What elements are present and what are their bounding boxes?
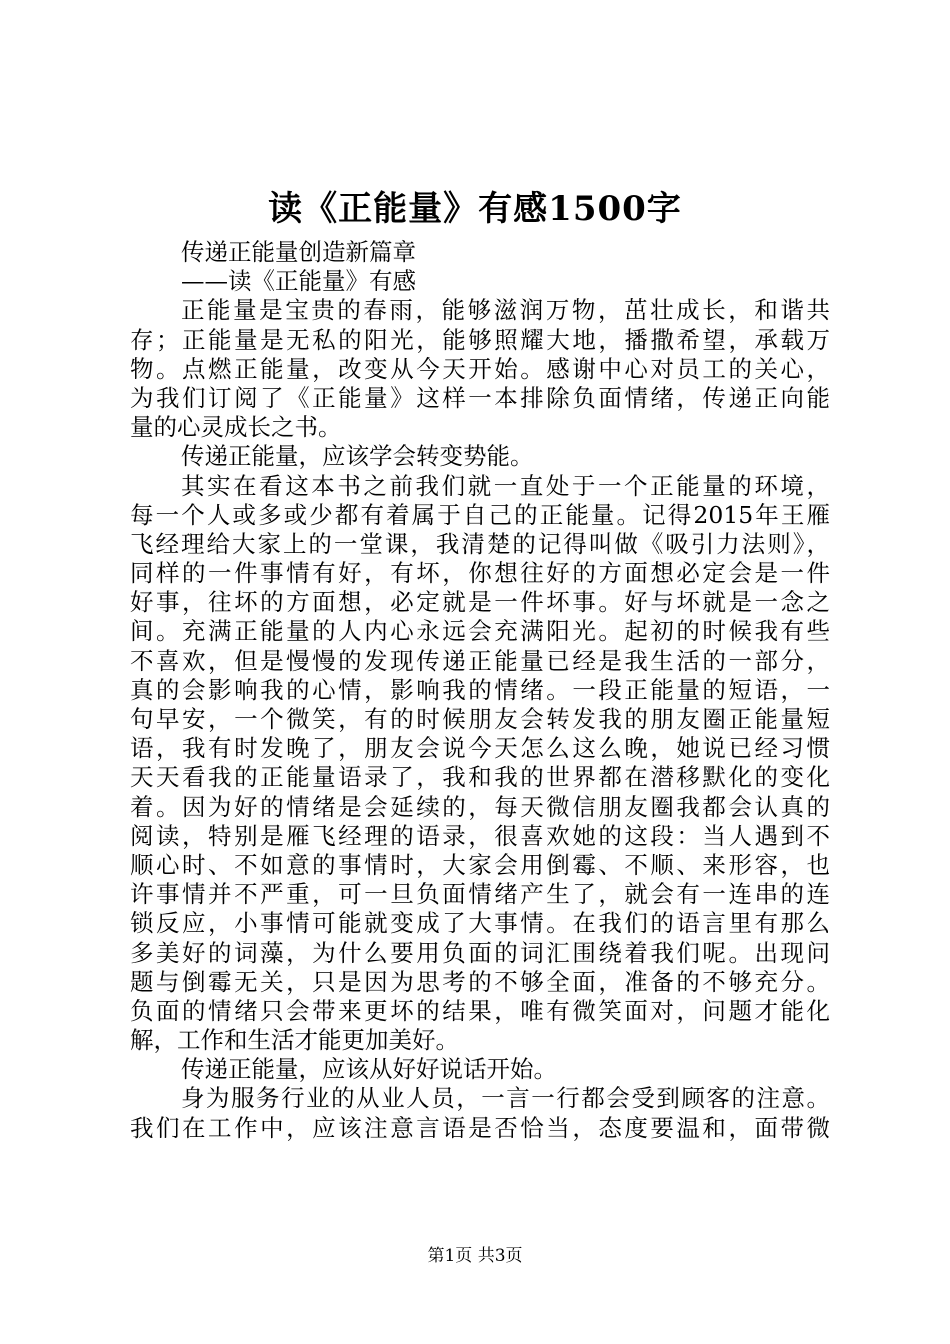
text-line: 语，我有时发晚了，朋友会说今天怎么这么晚，她说已经习惯	[130, 734, 830, 763]
text-line: 量的心灵成长之书。	[130, 413, 342, 442]
text-line: 我们在工作中，应该注意言语是否恰当，态度要温和，面带微	[130, 1113, 830, 1142]
text-line: 为我们订阅了《正能量》这样一本排除负面情绪，传递正向能	[130, 383, 830, 412]
text-line: 顺心时、不如意的事情时，大家会用倒霉、不顺、来形容，也	[130, 850, 830, 879]
text-line: 天天看我的正能量语录了，我和我的世界都在潜移默化的变化	[130, 763, 830, 792]
text-line: ——读《正能量》有感	[181, 267, 416, 296]
text-line: 着。因为好的情绪是会延续的，每天微信朋友圈我都会认真的	[130, 792, 830, 821]
document-body	[130, 238, 830, 1143]
text-line: 飞经理给大家上的一堂课，我清楚的记得叫做《吸引力法则》，	[130, 529, 830, 558]
text-line: 传递正能量，应该从好好说话开始。	[181, 1055, 557, 1084]
text-line: 存；正能量是无私的阳光，能够照耀大地，播撒希望，承载万	[130, 325, 830, 354]
text-line: 传递正能量，应该学会转变势能。	[181, 442, 534, 471]
text-line: 正能量是宝贵的春雨，能够滋润万物，茁壮成长，和谐共	[181, 296, 830, 325]
text-line: 好事，往坏的方面想，必定就是一件坏事。好与坏就是一念之	[130, 588, 830, 617]
text-line: 同样的一件事情有好，有坏，你想往好的方面想必定会是一件	[130, 559, 830, 588]
text-line: 许事情并不严重，可一旦负面情绪产生了，就会有一连串的连	[130, 880, 830, 909]
text-line: 阅读，特别是雁飞经理的语录，很喜欢她的这段：当人遇到不	[130, 821, 830, 850]
text-line: 其实在看这本书之前我们就一直处于一个正能量的环境，	[181, 471, 830, 500]
text-line: 多美好的词藻，为什么要用负面的词汇围绕着我们呢。出现问	[130, 938, 830, 967]
page-footer: 第1页 共3页	[427, 1246, 523, 1266]
text-line: 每一个人或多或少都有着属于自己的正能量。记得2015年王雁	[130, 500, 830, 529]
document-title: 读《正能量》有感1500字	[268, 189, 682, 229]
text-line: 身为服务行业的从业人员，一言一行都会受到顾客的注意。	[181, 1084, 830, 1113]
text-line: 句早安，一个微笑，有的时候朋友会转发我的朋友圈正能量短	[130, 705, 830, 733]
text-line: 锁反应，小事情可能就变成了大事情。在我们的语言里有那么	[130, 909, 830, 938]
text-line: 间。充满正能量的人内心永远会充满阳光。起初的时候我有些	[130, 617, 830, 646]
text-line: 物。点燃正能量，改变从今天开始。感谢中心对员工的关心，	[130, 354, 830, 383]
text-line: 题与倒霉无关，只是因为思考的不够全面，准备的不够充分。	[130, 967, 830, 996]
text-line: 真的会影响我的心情，影响我的情绪。一段正能量的短语，一	[130, 675, 830, 704]
text-line: 解，工作和生活才能更加美好。	[130, 1026, 459, 1055]
text-line: 不喜欢，但是慢慢的发现传递正能量已经是我生活的一部分，	[130, 646, 830, 675]
text-line: 负面的情绪只会带来更坏的结果，唯有微笑面对，问题才能化	[130, 996, 830, 1025]
text-line: 传递正能量创造新篇章	[181, 238, 416, 266]
